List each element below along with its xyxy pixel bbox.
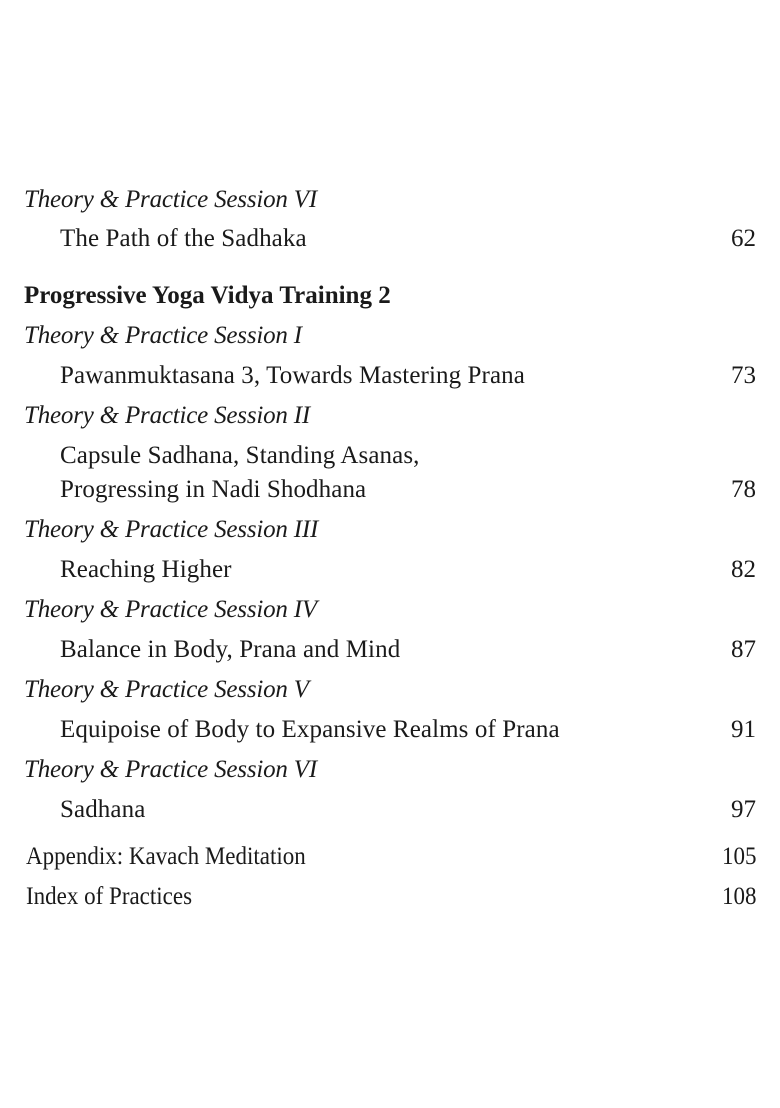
toc-entry-line2[interactable]	[0, 473, 780, 507]
part-heading[interactable]	[0, 279, 780, 313]
toc-entry-page: 82	[731, 556, 756, 583]
toc-entry[interactable]	[0, 713, 780, 747]
toc-entry-title: Index of Practices	[26, 883, 193, 910]
toc-entry-title: Capsule Sadhana, Standing Asanas,	[60, 442, 420, 469]
session-label	[0, 513, 780, 547]
session-label-text: Theory & Practice Session VI	[24, 186, 317, 213]
toc-entry[interactable]	[0, 222, 780, 256]
toc-entry[interactable]	[0, 359, 780, 393]
toc-entry-page: 87	[731, 636, 756, 663]
session-label-text: Theory & Practice Session I	[24, 322, 302, 349]
toc-entry-page: 91	[731, 716, 756, 743]
session-label	[0, 399, 780, 433]
toc-entry[interactable]	[0, 633, 780, 667]
session-label	[0, 753, 780, 787]
toc-entry-page: 108	[721, 883, 756, 910]
toc-entry[interactable]	[0, 793, 780, 827]
toc-entry-title: Progressing in Nadi Shodhana	[60, 476, 367, 503]
toc-entry-title: Equipoise of Body to Expansive Realms of Prana	[60, 716, 560, 743]
toc-entry-appendix[interactable]	[0, 840, 780, 874]
session-label-text: Theory & Practice Session II	[24, 402, 311, 429]
toc-entry-title: The Path of the Sadhaka	[60, 225, 307, 252]
part-heading-text: Progressive Yoga Vidya Training 2	[24, 282, 391, 309]
toc-entry-page: 73	[731, 362, 756, 389]
toc-entry-title: Appendix: Kavach Meditation	[26, 843, 306, 870]
toc-entry-line1[interactable]	[0, 439, 780, 473]
toc-entry[interactable]	[0, 553, 780, 587]
session-label	[0, 673, 780, 707]
session-label-text: Theory & Practice Session III	[24, 516, 319, 543]
toc-entry-page: 105	[721, 843, 756, 870]
session-label	[0, 593, 780, 627]
session-label	[0, 319, 780, 353]
toc-entry-title: Balance in Body, Prana and Mind	[60, 636, 401, 663]
session-label-text: Theory & Practice Session IV	[24, 596, 317, 623]
toc-entry-title: Reaching Higher	[60, 556, 232, 583]
toc-entry-page: 97	[731, 796, 756, 823]
toc-entry-page: 62	[731, 225, 756, 252]
session-label-text: Theory & Practice Session VI	[24, 756, 317, 783]
toc-entry-page: 78	[731, 476, 756, 503]
session-label	[0, 183, 780, 217]
toc-entry-index[interactable]	[0, 880, 780, 914]
toc-entry-title: Pawanmuktasana 3, Towards Mastering Prana	[60, 362, 525, 389]
toc-entry-title: Sadhana	[60, 796, 146, 823]
session-label-text: Theory & Practice Session V	[24, 676, 309, 703]
